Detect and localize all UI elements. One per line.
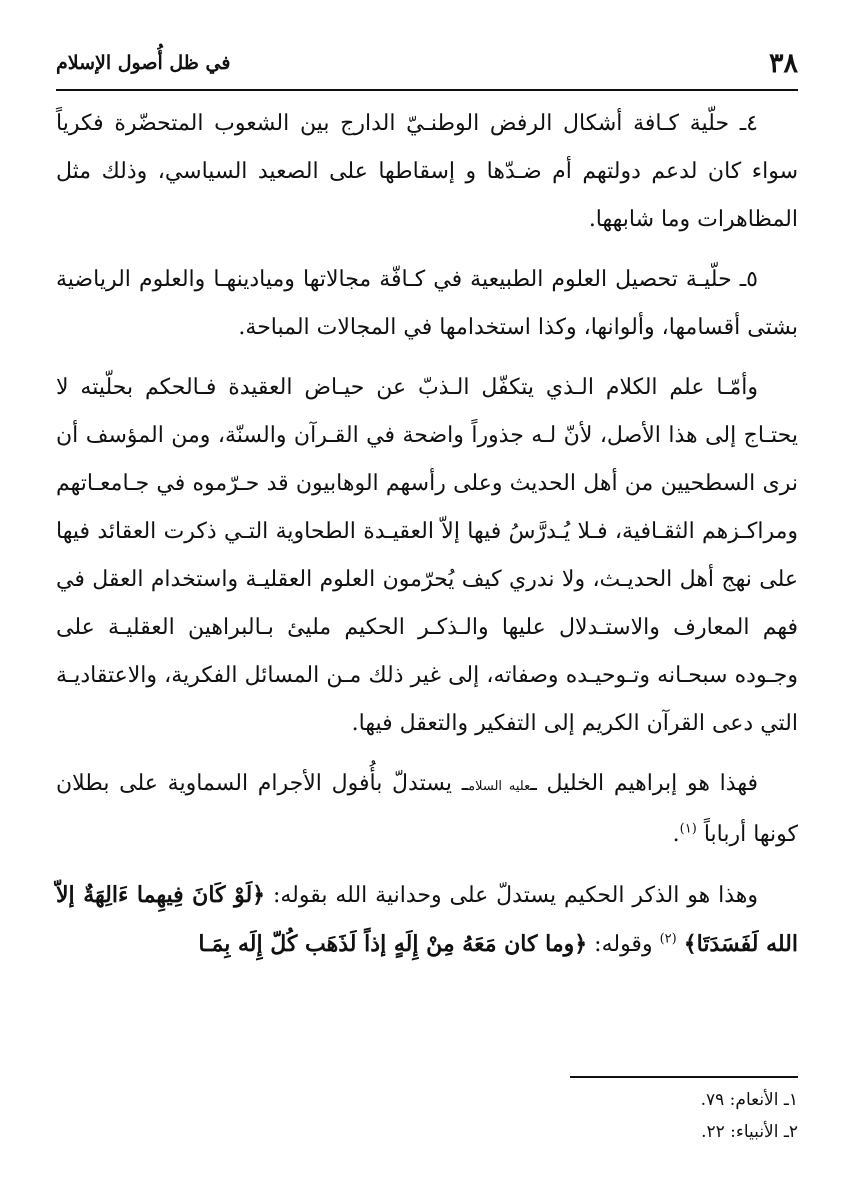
header-divider [56, 89, 798, 91]
quran-mid: وقوله: [594, 932, 653, 957]
ibrahim-end: . [672, 822, 680, 847]
footnote-1: ١ـ الأنعام: ٧٩. [700, 1090, 798, 1110]
quran-intro: وهذا هو الذكر الحكيم يستدلّ على وحدانية الله بقوله: [272, 883, 758, 908]
page-header [56, 40, 798, 86]
footnote-ref-2: (٢) [659, 931, 677, 947]
ibrahim-text-after: ـ يستدلّ بأُفول الأجرام السماوية على بطلان كونها أرباباً [56, 771, 798, 847]
paragraph-item-4: ٤ـ حلّية كـافة أشكال الرفض الوطنـيّ الدارج بين الشعوب المتحضّرة فكرياً سواء كان لدعم دولتهم أم ضـدّها و إسقاطها على الصعيد السياسي، وذلك مثل المظاهرات وما شابهها. [56, 111, 798, 232]
paragraph-ibrahim [56, 760, 798, 859]
paragraph-quran [56, 871, 798, 969]
footnotes [56, 1084, 798, 1148]
footnote-2: ٢ـ الأنبياء: ٢٢. [701, 1122, 798, 1142]
quran-verse-2: ﴿وما كان مَعَهُ مِنْ إِلَهٍ إذاً لَذَهَب كُلّ إِلَه بِمَـا [198, 931, 588, 957]
body-text [56, 100, 798, 981]
paragraph-kalam: وأمّـا علم الكلام الـذي يتكفّل الـذبّ عن حيـاض العقيدة فـالحكم بحلّيته لا يحتـاج إلى هذا الأصل، لأنّ لـه جذوراً واضحة في القـرآن والسنّة، ومن المؤسف أن نرى السطحيين من أهل الحديث وعلى رأسهم الوهابيون قد حـرّموه في جـامعـاتهم ومراكـزهم الثقـافية، فـلا يُـدرَّسُ فيها إلاّ العقيـدة الطحاوية التـي ذكرت العقائد فيها على نهج أهل الحديـث، ولا ندري كيف يُحرّمون العلوم العقليـة واستخدام العقل في فهم المعارف والاستـدلال عليها والـذكـر الحكيم مليئ بـالبراهين العقليـة على وجـوده سبحـانه وتـوحيـده وصفاته، إلى غير ذلك مـن المسائل الفكرية، والاعتقاديـة التي دعى القرآن الكريم إلى التفكير والتعقل فيها. [56, 375, 798, 736]
footnote-divider [570, 1076, 798, 1078]
salutation: عليه السلام [468, 779, 531, 794]
quran-verse-1: ﴿لَوْ كَانَ فِيهِما ءَالِهَةٌ إلاّ الله لَفَسَدَتَا﴾ [56, 882, 798, 957]
page-number: ٣٨ [768, 47, 798, 79]
ibrahim-text-before: فهذا هو إبراهيم الخليل ـ [530, 771, 758, 796]
paragraph-item-5: ٥ـ حلّيـة تحصيل العلوم الطبيعية في كـافّة مجالاتها وميادينهـا والعلوم الرياضية بشتى أقسامها، وألوانها، وكذا استخدامها في المجالات المباحة. [56, 267, 798, 340]
book-title: في ظل أُصول الإسلام [56, 52, 231, 74]
footnote-ref-1: (١) [679, 821, 697, 837]
